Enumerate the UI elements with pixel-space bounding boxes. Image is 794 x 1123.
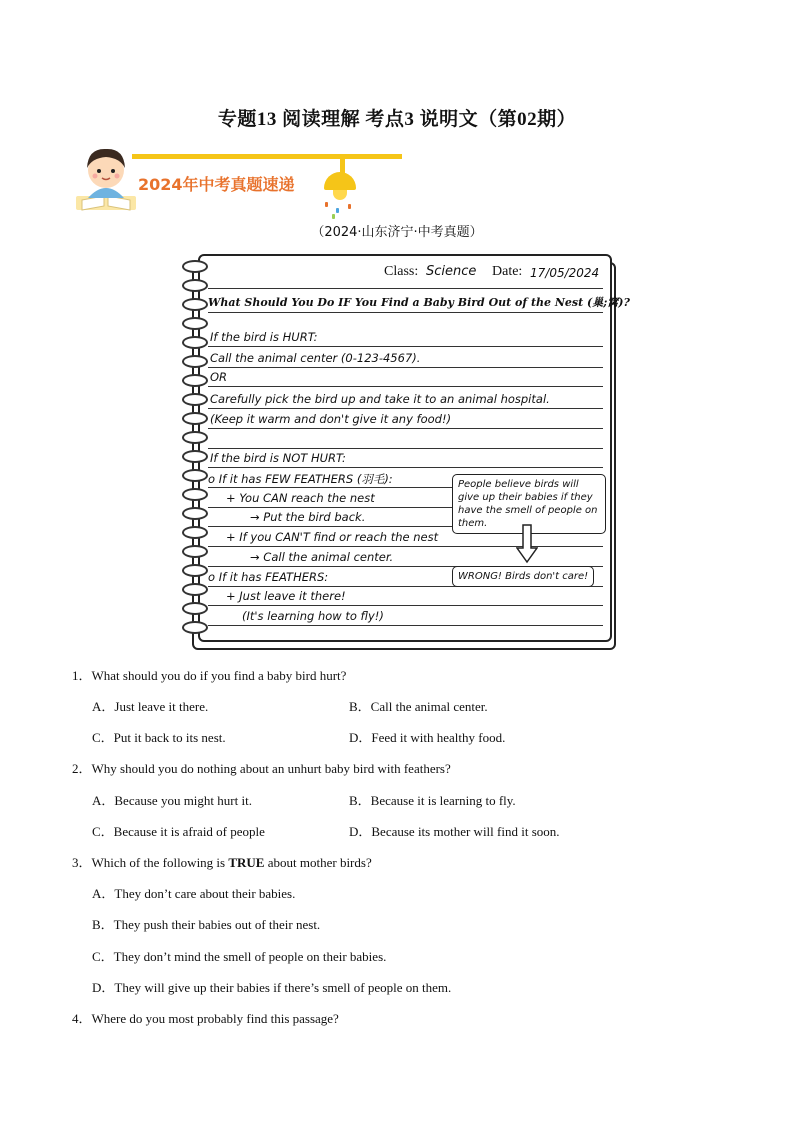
down-arrow-icon xyxy=(516,524,538,564)
class-value: Science xyxy=(426,264,477,279)
note-line: o If it has FEW FEATHERS (羽毛): xyxy=(208,472,393,486)
date-value: 17/05/2024 xyxy=(530,266,600,280)
note-line: (Keep it warm and don't give it any food!) xyxy=(210,412,452,426)
option-3c[interactable]: C．They don’t mind the smell of people on their babies. xyxy=(92,949,387,964)
question-source: （2024·山东济宁·中考真题） xyxy=(311,225,483,240)
lamp-icon xyxy=(324,172,356,190)
notebook-heading: What Should You Do IF You Find a Baby Bird Out of the Nest (巢;窝)? xyxy=(208,296,630,309)
date-label: Date: xyxy=(492,264,523,279)
note-line: + Just leave it there! xyxy=(226,589,346,603)
option-2d[interactable]: D．Because its mother will find it soon. xyxy=(349,824,560,839)
question-3 xyxy=(72,852,372,871)
belief-callout: People believe birds will give up their babies if they have the smell of people on them. xyxy=(452,474,606,534)
question-number: 1． xyxy=(72,668,92,683)
note-line: o If it has FEATHERS: xyxy=(208,570,329,584)
question-stem: Why should you do nothing about an unhurt baby bird with feathers? xyxy=(91,761,451,776)
note-line: If the bird is HURT: xyxy=(210,330,318,344)
page-title: 专题13 阅读理解 考点3 说明文（第02期） xyxy=(217,109,577,130)
question-1 xyxy=(72,665,346,684)
option-2c[interactable]: C．Because it is afraid of people xyxy=(92,824,265,839)
option-3a[interactable]: A．They don’t care about their babies. xyxy=(92,886,296,901)
question-number: 2． xyxy=(72,761,92,776)
spiral-binding xyxy=(178,260,208,640)
note-line: (It's learning how to fly!) xyxy=(242,609,384,623)
question-number: 4． xyxy=(72,1011,92,1026)
option-3d[interactable]: D．They will give up their babies if there’s smell of people on them. xyxy=(92,980,452,995)
option-1b[interactable]: B．Call the animal center. xyxy=(349,699,488,714)
note-line: OR xyxy=(210,370,228,384)
option-3b[interactable]: B．They push their babies out of their nest. xyxy=(92,917,321,932)
section-banner xyxy=(70,140,360,220)
option-1d[interactable]: D．Feed it with healthy food. xyxy=(349,730,506,745)
student-illustration xyxy=(74,140,138,214)
question-stem: What should you do if you find a baby bird hurt? xyxy=(91,668,347,683)
question-number: 3． xyxy=(72,855,92,870)
banner-label: 2024年中考真题速递 xyxy=(138,175,295,194)
class-label: Class: xyxy=(384,264,419,279)
note-line: + If you CAN'T find or reach the nest xyxy=(226,530,439,544)
question-4 xyxy=(72,1008,339,1027)
option-1a[interactable]: A．Just leave it there. xyxy=(92,699,209,714)
question-2 xyxy=(72,758,451,777)
question-stem: about mother birds? xyxy=(264,855,372,870)
notebook-image xyxy=(178,248,630,648)
option-2b[interactable]: B．Because it is learning to fly. xyxy=(349,793,516,808)
note-line: + You CAN reach the nest xyxy=(226,491,375,505)
option-1c[interactable]: C．Put it back to its nest. xyxy=(92,730,226,745)
question-stem: Where do you most probably find this passage? xyxy=(91,1011,339,1026)
option-2a[interactable]: A．Because you might hurt it. xyxy=(92,793,252,808)
note-line: → Call the animal center. xyxy=(250,550,394,564)
note-line: Call the animal center (0-123-4567). xyxy=(210,351,421,365)
wrong-callout: WRONG! Birds don't care! xyxy=(452,566,594,587)
note-line: Carefully pick the bird up and take it to an animal hospital. xyxy=(210,392,550,406)
question-stem: Which of the following is xyxy=(91,855,229,870)
emphasis-text: TRUE xyxy=(228,855,265,870)
note-line: If the bird is NOT HURT: xyxy=(210,451,346,465)
note-line: → Put the bird back. xyxy=(250,510,366,524)
